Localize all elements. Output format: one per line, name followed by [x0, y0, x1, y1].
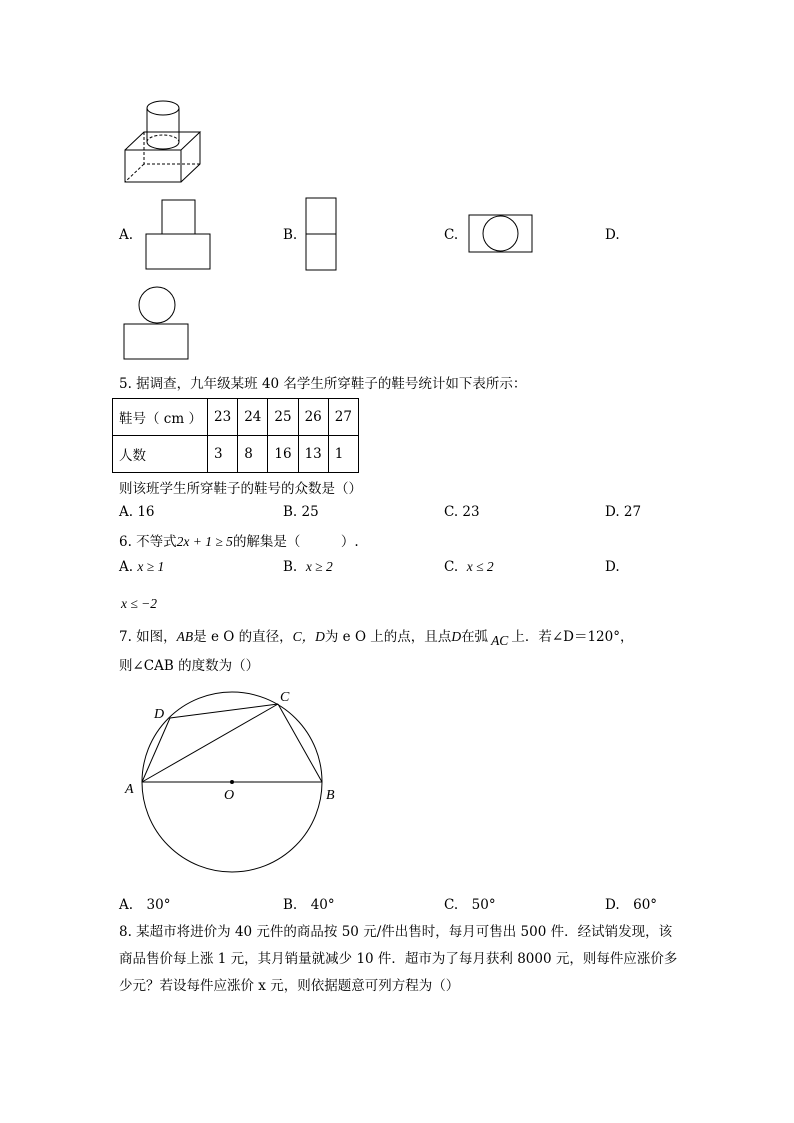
- q6-option-d-label: D.: [605, 559, 620, 575]
- q6-option-b: B. x ≥ 2: [283, 559, 333, 575]
- label-a: A: [125, 782, 134, 797]
- q7-circle-figure: [120, 685, 335, 880]
- q7-line2: 则∠CAB 的度数为（）: [119, 658, 260, 674]
- q5-option-b: B. 25: [283, 504, 319, 520]
- shoe-size-table: [112, 398, 359, 473]
- label-b: B: [326, 788, 335, 803]
- chord-cb: [278, 704, 322, 782]
- q6-option-a: A. x ≥ 1: [119, 559, 165, 575]
- table-cell: 3: [208, 436, 238, 473]
- q6-option-c: C. x ≤ 2: [444, 559, 494, 575]
- q4-option-d-label: D.: [605, 227, 620, 243]
- table-row: [113, 399, 359, 436]
- q7-option-b: B. 40°: [283, 897, 335, 913]
- table-cell: 8: [238, 436, 268, 473]
- q8-line2: 商品售价每上涨 1 元，其月销量就减少 10 件．超市为了每月获利 8000 元，则每件应涨价多: [119, 951, 678, 967]
- q5-option-a: A. 16: [119, 504, 155, 520]
- table-row: [113, 436, 359, 473]
- q6-option-d-expr: x ≤ −2: [121, 596, 158, 611]
- q5-option-d: D. 27: [605, 504, 642, 520]
- label-o: O: [224, 788, 235, 803]
- q6-stem: [119, 530, 359, 550]
- label-d: D: [154, 707, 165, 722]
- q6-inequality: 2x + 1 ≥ 5: [176, 534, 233, 549]
- q6-stem-suffix: 的解集是（ ）.: [232, 534, 359, 550]
- q4-solid-figure: [120, 96, 210, 188]
- label-c: C: [280, 690, 290, 705]
- q5-stem: 5. 据调查，九年级某班 40 名学生所穿鞋子的鞋号统计如下表所示：: [119, 376, 527, 392]
- q8-line3: 少元？若设每件应涨价 x 元，则依据题意可列方程为（）: [119, 978, 460, 994]
- table-cell: 27: [328, 399, 358, 436]
- table-cell: 26: [298, 399, 328, 436]
- q7-option-d: D. 60°: [605, 897, 658, 913]
- table-cell: 25: [268, 399, 298, 436]
- chord-dc: [170, 704, 278, 718]
- q8-line1: 8. 某超市将进价为 40 元件的商品按 50 元/件出售时，每月可售出 500 件．经试销发现，该: [119, 924, 673, 940]
- q6-stem-prefix: 6. 不等式: [119, 534, 177, 550]
- q7-option-a: A. 30°: [119, 897, 171, 913]
- q5-option-c: C. 23: [444, 504, 480, 520]
- q4-option-d-figure: [123, 285, 191, 361]
- q4-option-c-label: C.: [444, 227, 459, 243]
- table-cell: 24: [238, 399, 268, 436]
- table-cell: 1: [328, 436, 358, 473]
- table-row-header: 鞋号（ cm ）: [113, 399, 208, 436]
- q4-option-a-label: A.: [119, 227, 134, 243]
- q4-option-b-label: B.: [283, 227, 298, 243]
- q4-option-b-figure: [305, 197, 337, 271]
- q5-question: 则该班学生所穿鞋子的鞋号的众数是（）: [119, 481, 362, 497]
- q4-option-c-figure: [468, 214, 534, 254]
- q7-line1: 7. 如图，AB是 e O 的直径，C，D为 e O 上的点，且点D在弧 AC 上．若∠D＝120°，: [119, 629, 634, 648]
- chord-ad: [142, 718, 170, 782]
- table-cell: 23: [208, 399, 238, 436]
- q7-option-c: C. 50°: [444, 897, 496, 913]
- center-point: [230, 780, 234, 784]
- table-row-header: 人数: [113, 436, 208, 473]
- table-cell: 16: [268, 436, 298, 473]
- arc-ac-label: AC: [491, 633, 509, 648]
- q4-option-a-figure: [145, 199, 211, 271]
- table-cell: 13: [298, 436, 328, 473]
